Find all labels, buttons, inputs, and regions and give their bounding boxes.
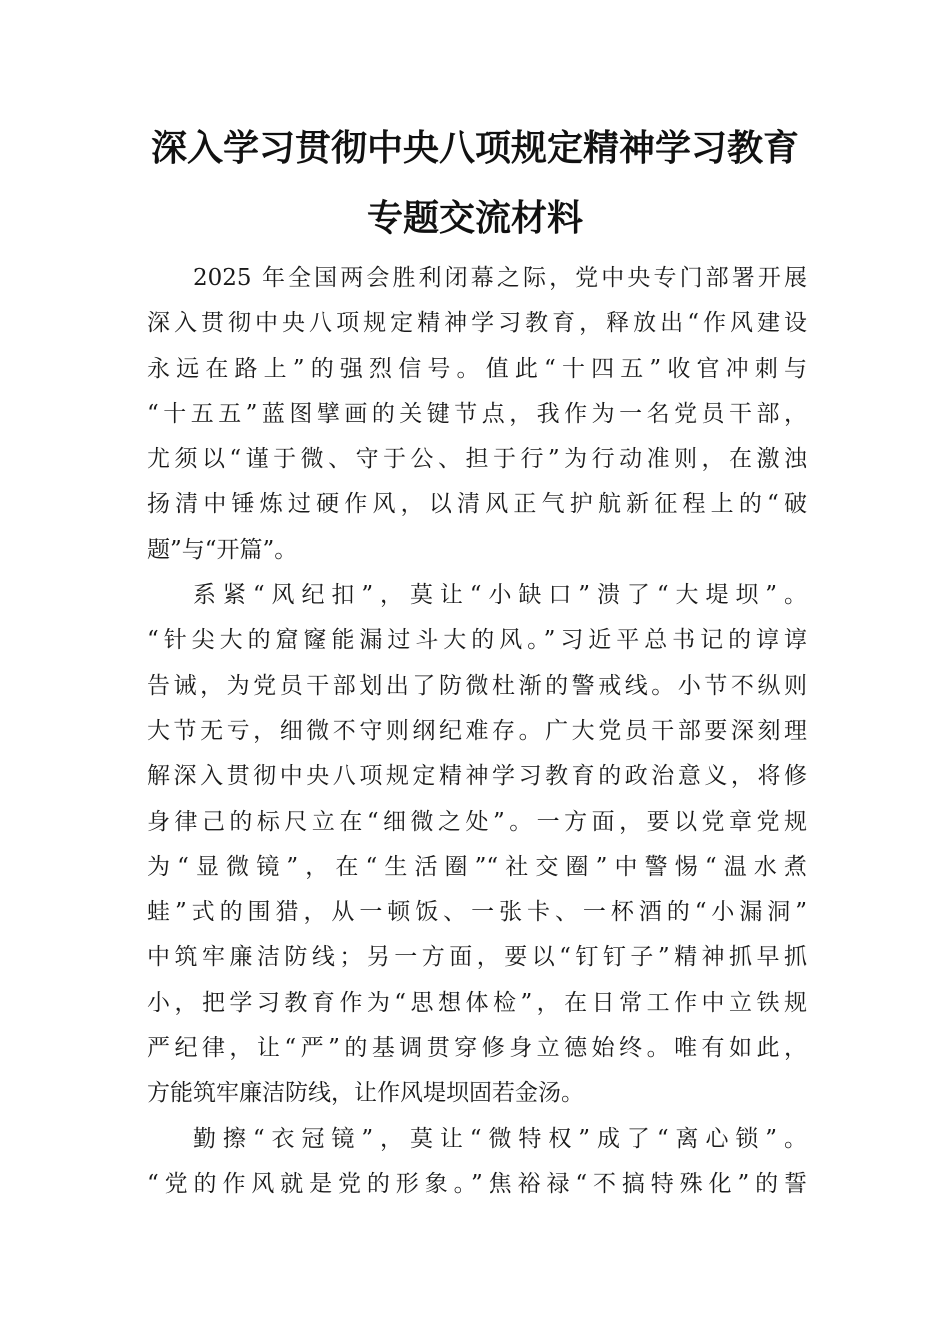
text-line: 身律己的标尺立在“细微之处”。一方面，要以党章党规 [147, 808, 807, 835]
text-line: 尤须以“谨于微、守于公、担于行”为行动准则，在激浊 [147, 446, 807, 473]
text-line: 永远在路上”的强烈信号。值此“十四五”收官冲刺与 [147, 355, 807, 382]
text-line: 蛙”式的围猎，从一顿饭、一张卡、一杯酒的“小漏洞” [147, 899, 807, 926]
text-line: 方能筑牢廉洁防线，让作风堤坝固若金汤。 [147, 1080, 584, 1107]
text-line: 深入贯彻中央八项规定精神学习教育，释放出“作风建设 [147, 310, 807, 337]
text-line: 系紧“风纪扣”，莫让“小缺口”溃了“大堤坝”。 [193, 582, 807, 609]
text-line: “针尖大的窟窿能漏过斗大的风。”习近平总书记的谆谆 [147, 627, 807, 654]
text-line: 大节无亏，细微不守则纲纪难存。广大党员干部要深刻理 [147, 717, 807, 744]
text-line: 扬清中锤炼过硬作风，以清风正气护航新征程上的“破 [147, 491, 807, 518]
text-line: 小，把学习教育作为“思想体检”，在日常工作中立铁规 [147, 989, 807, 1016]
text-line: “党的作风就是党的形象。”焦裕禄“不搞特殊化”的誓 [147, 1170, 807, 1197]
text-line: 为“显微镜”，在“生活圈”“社交圈”中警惕“温水煮 [147, 853, 807, 880]
text-line: 解深入贯彻中央八项规定精神学习教育的政治意义，将修 [147, 763, 807, 790]
text-line: 题”与“开篇”。 [147, 536, 298, 563]
paragraph-1 [147, 256, 807, 573]
text-line: 2025 年全国两会胜利闭幕之际，党中央专门部署开展 [193, 265, 807, 291]
title-line-1: 深入学习贯彻中央八项规定精神学习教育 [150, 127, 799, 169]
text-line: “十五五”蓝图擘画的关键节点，我作为一名党员干部， [147, 400, 807, 427]
paragraph-3 [147, 1117, 807, 1208]
text-line: 严纪律，让“严”的基调贯穿修身立德始终。唯有如此， [147, 1035, 807, 1062]
paragraph-2 [147, 573, 807, 1117]
document-body [147, 256, 807, 1207]
text-line: 勤擦“衣冠镜”，莫让“微特权”成了“离心锁”。 [193, 1125, 807, 1152]
title-line-2: 专题交流材料 [366, 197, 583, 239]
text-line: 告诫，为党员干部划出了防微杜渐的警戒线。小节不纵则 [147, 672, 807, 699]
text-line: 中筑牢廉洁防线；另一方面，要以“钉钉子”精神抓早抓 [147, 944, 807, 971]
